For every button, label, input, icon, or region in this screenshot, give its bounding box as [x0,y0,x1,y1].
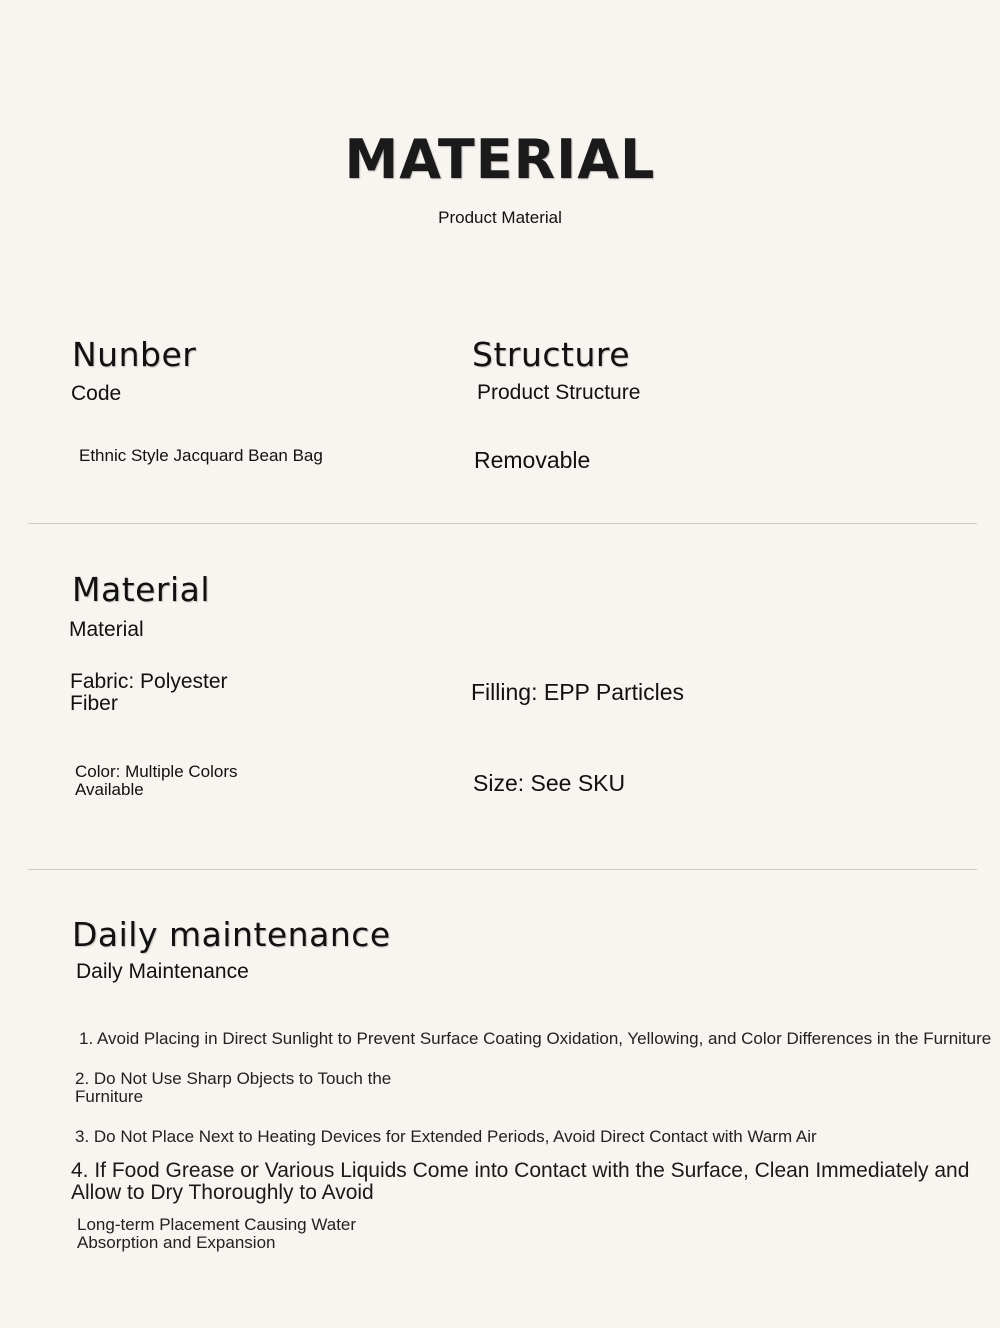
maintenance-item-3: 3. Do Not Place Next to Heating Devices for Extended Periods, Avoid Direct Contact with Warm Air [75,1127,817,1146]
filling-value: Filling: EPP Particles [471,679,685,705]
color-value: Color: Multiple Colors Available [75,762,238,799]
maintenance-item-4: 4. If Food Grease or Various Liquids Come into Contact with the Surface, Clean Immediately and Allow to Dry Thoroughly to Avoid [71,1160,970,1205]
number-label: Code [71,382,122,405]
structure-label: Product Structure [477,381,641,404]
size-value: Size: See SKU [473,770,626,796]
page-title: MATERIAL [344,128,656,191]
number-heading: Nunber [72,335,197,374]
fabric-value: Fabric: Polyester Fiber [70,670,228,716]
structure-value: Removable [474,447,591,473]
material-label: Material [69,618,144,641]
page-subtitle: Product Material [438,208,562,227]
maintenance-item-1: 1. Avoid Placing in Direct Sunlight to Prevent Surface Coating Oxidation, Yellowing, and Color Differences in the Furniture [79,1029,992,1048]
structure-heading: Structure [472,335,631,374]
section-divider-2 [28,869,977,870]
maintenance-item-2: 2. Do Not Use Sharp Objects to Touch the Furniture [75,1069,392,1106]
maintenance-item-5: Long-term Placement Causing Water Absorption and Expansion [77,1215,357,1252]
maintenance-heading: Daily maintenance [72,915,391,954]
section-divider-1 [28,523,977,524]
maintenance-label: Daily Maintenance [76,960,249,983]
number-value: Ethnic Style Jacquard Bean Bag [79,446,323,465]
material-heading: Material [72,570,211,609]
